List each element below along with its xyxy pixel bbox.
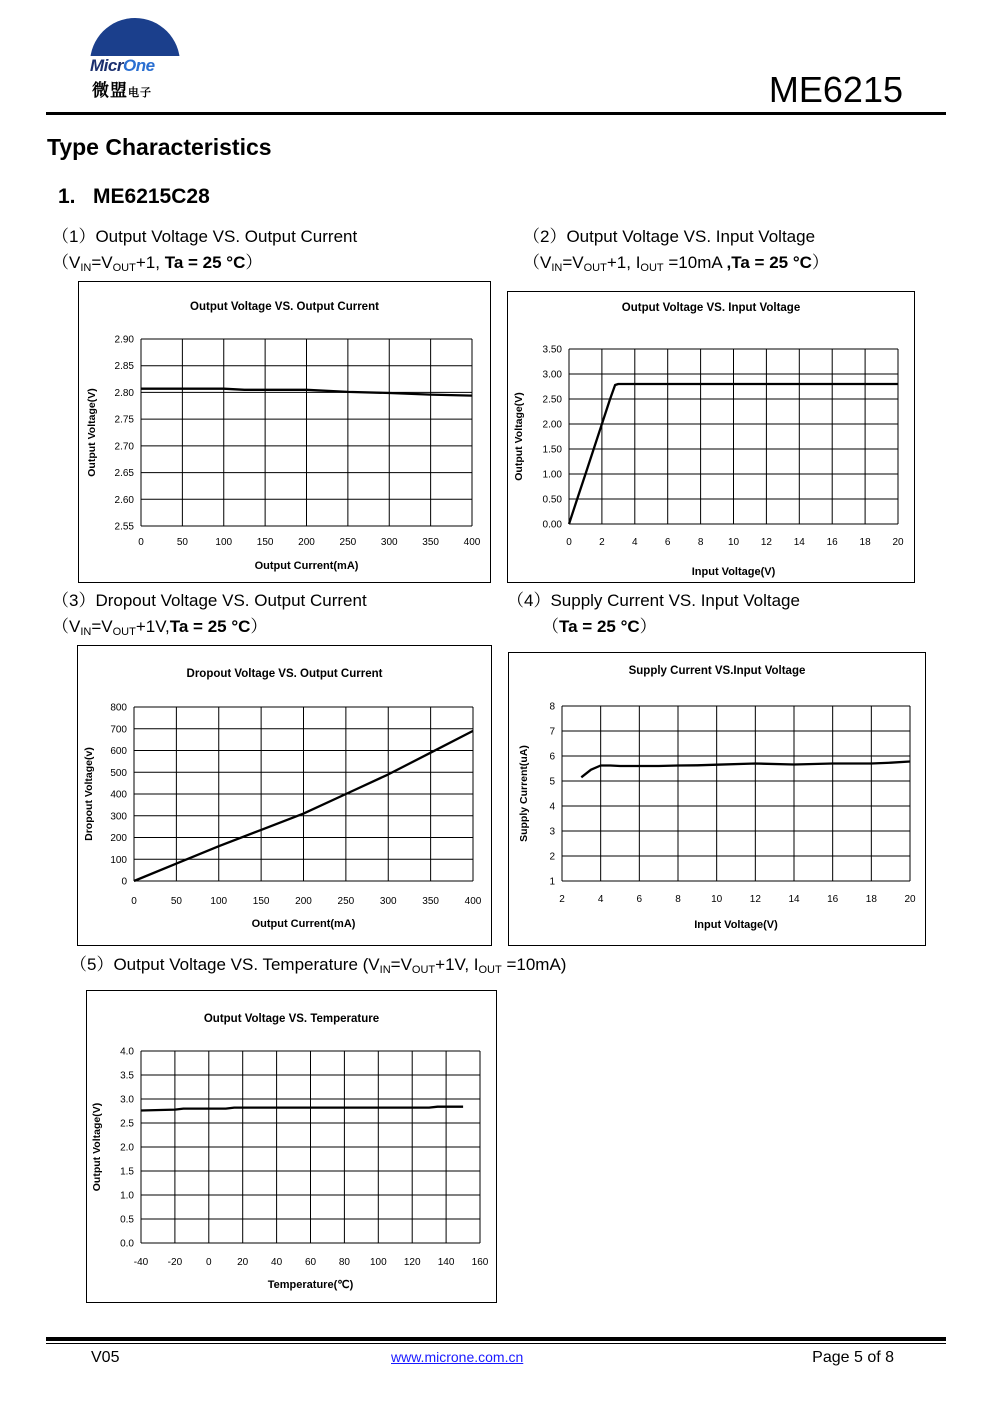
y-tick-label: 2.80 [114, 387, 134, 399]
y-tick-label: 3 [549, 826, 555, 838]
x-tick-label: 20 [892, 537, 904, 548]
x-tick-label: 2 [559, 894, 565, 905]
y-tick-label: 1.5 [120, 1166, 134, 1178]
chart-dropout-voltage-vs-output-current [77, 645, 492, 946]
x-tick-label: 400 [463, 537, 481, 548]
x-tick-label: 20 [237, 1257, 249, 1268]
y-tick-label: 0.50 [542, 494, 562, 506]
y-tick-label: 2.60 [114, 494, 134, 506]
y-tick-label: 1.0 [120, 1190, 134, 1202]
y-tick-label: 800 [110, 702, 127, 714]
y-tick-label: 2.70 [114, 441, 134, 453]
footer-page-number: Page 5 of 8 [812, 1349, 894, 1366]
x-tick-label: 18 [865, 894, 877, 905]
caption-1-conditions: （$V_{IN}=V_{OUT}+1$, Ta = 25 °C） [52, 253, 263, 274]
caption-3-conditions: （$V_{IN}=V_{OUT}+1V,Ta = 25$ °C） [52, 617, 268, 638]
chart-4-svg [509, 653, 925, 945]
x-tick-label: 50 [170, 896, 182, 907]
x-tick-label: 400 [464, 896, 482, 907]
caption-5-title: （5）Output Voltage VS. Temperature ($V_{IN}=V_{OUT}+1V$, $I_{OUT} =10mA$) [70, 955, 567, 976]
y-axis-label: Output Voltage(V) [91, 1102, 103, 1192]
caption-2-conditions: （$V_{IN}=V_{OUT}+1$, $I_{OUT} =10mA$ ,Ta = 25 °C） [523, 253, 829, 274]
y-tick-label: 500 [110, 767, 127, 779]
footer-version: V05 [91, 1349, 120, 1366]
x-tick-label: 160 [471, 1257, 489, 1268]
y-tick-label: 1.00 [542, 469, 562, 481]
y-tick-label: 2.90 [114, 334, 134, 346]
caption-2-title: （2）Output Voltage VS. Input Voltage [523, 227, 816, 246]
chart-title: Output Voltage VS. Input Voltage [621, 302, 801, 314]
y-axis-label: Output Voltage(V) [513, 392, 525, 481]
x-tick-label: 14 [793, 537, 805, 548]
x-tick-label: 0 [131, 896, 137, 907]
footer-rule-thin [46, 1343, 946, 1344]
x-tick-label: 140 [437, 1257, 455, 1268]
y-tick-label: 2.50 [542, 394, 562, 406]
y-tick-label: 0.00 [542, 519, 562, 531]
x-tick-label: 60 [304, 1257, 317, 1268]
x-axis-label: Output Current(mA) [251, 918, 356, 930]
x-tick-label: 0 [206, 1257, 212, 1268]
y-tick-label: 2.85 [114, 361, 134, 373]
x-tick-label: 150 [256, 537, 274, 548]
y-tick-label: 8 [549, 701, 555, 713]
y-tick-label: 600 [110, 746, 127, 757]
y-tick-label: 300 [110, 811, 127, 823]
caption-3-title: （3）Dropout Voltage VS. Output Current [52, 591, 367, 610]
y-tick-label: 3.0 [120, 1094, 134, 1106]
x-tick-label: 150 [252, 896, 270, 907]
chart-title: Output Voltage VS. Temperature [203, 1013, 380, 1025]
y-tick-label: 2 [549, 851, 555, 863]
y-tick-label: 1.50 [542, 444, 562, 456]
y-axis-label: Output Voltage(V) [86, 388, 98, 477]
x-tick-label: -20 [167, 1257, 183, 1268]
y-tick-label: 0 [121, 876, 127, 888]
x-tick-label: 8 [675, 894, 681, 905]
y-tick-label: 200 [110, 833, 127, 844]
y-tick-label: 700 [110, 724, 127, 736]
series-line-vout [141, 1107, 463, 1111]
chart-title: Output Voltage VS. Output Current [190, 301, 379, 313]
caption-4-title: （4）Supply Current VS. Input Voltage [507, 591, 800, 610]
x-tick-label: 350 [422, 896, 439, 907]
x-tick-label: 300 [379, 896, 397, 907]
section-title: Type Characteristics [47, 134, 272, 160]
x-tick-label: 16 [827, 894, 839, 905]
footer-url[interactable] [391, 1349, 523, 1367]
y-axis-label: Supply Current(uA) [518, 745, 530, 842]
y-tick-label: 2.55 [114, 521, 134, 533]
y-tick-label: 2.75 [114, 414, 134, 426]
y-tick-label: 2.65 [114, 468, 134, 480]
x-tick-label: 250 [337, 896, 355, 907]
x-tick-label: 10 [711, 894, 723, 905]
x-tick-label: 6 [636, 894, 643, 905]
x-tick-label: 100 [215, 537, 233, 548]
y-tick-label: 4.0 [120, 1046, 134, 1058]
caption-4-conditions: （Ta = 25 °C） [542, 617, 657, 636]
y-tick-label: 2.00 [542, 419, 562, 431]
logo-chinese: 微盟电子 [92, 81, 152, 101]
chart-output-voltage-vs-temperature [86, 990, 497, 1303]
subsection-title: 1. ME6215C28 [58, 185, 210, 208]
x-axis-label: Input Voltage(V) [694, 919, 778, 931]
x-tick-label: 20 [904, 894, 916, 905]
y-tick-label: 1 [549, 876, 555, 888]
y-tick-label: 2.0 [120, 1142, 134, 1154]
y-tick-label: 5 [549, 776, 555, 788]
chart-title: Supply Current VS.Input Voltage [628, 665, 806, 677]
y-tick-label: 400 [110, 789, 127, 801]
chart-output-voltage-vs-input-voltage [507, 291, 915, 583]
y-tick-label: 6 [549, 751, 555, 763]
x-tick-label: 6 [664, 537, 671, 548]
x-tick-label: 10 [727, 537, 740, 548]
y-tick-label: 3.5 [120, 1070, 134, 1082]
x-axis-label: Input Voltage(V) [691, 566, 776, 578]
x-tick-label: 350 [422, 537, 439, 548]
y-tick-label: 0.0 [120, 1238, 134, 1250]
x-tick-label: 14 [788, 894, 800, 905]
x-tick-label: 8 [697, 537, 704, 548]
chart-1-svg [79, 282, 490, 582]
x-tick-label: 2 [599, 537, 605, 548]
x-tick-label: 250 [339, 537, 357, 548]
header-rule [46, 112, 946, 115]
x-tick-label: 80 [338, 1257, 350, 1268]
x-tick-label: 300 [380, 537, 398, 548]
x-axis-label: Temperature(℃) [267, 1279, 354, 1291]
chart-5-svg [87, 991, 496, 1302]
x-axis-label: Output Current(mA) [254, 560, 359, 572]
company-logo [88, 18, 184, 101]
x-tick-label: 50 [176, 537, 188, 548]
x-tick-label: 0 [138, 537, 144, 548]
chart-output-voltage-vs-output-current [78, 281, 491, 583]
y-tick-label: 3.00 [542, 369, 562, 381]
chart-supply-current-vs-input-voltage [508, 652, 926, 946]
series-line-iq [581, 762, 910, 778]
footer-url-link[interactable]: www.microne.com.cn [391, 1349, 524, 1365]
x-tick-label: 12 [749, 894, 761, 905]
y-tick-label: 4 [549, 801, 555, 813]
y-tick-label: 0.5 [120, 1214, 134, 1226]
y-axis-label: Dropout Voltage(v) [83, 747, 95, 841]
x-tick-label: 12 [760, 537, 772, 548]
x-tick-label: 200 [298, 537, 315, 548]
x-tick-label: -40 [133, 1257, 149, 1268]
x-tick-label: 16 [826, 537, 838, 548]
footer-rule-thick [46, 1337, 946, 1341]
x-tick-label: 200 [295, 896, 312, 907]
y-tick-label: 2.5 [120, 1118, 134, 1130]
x-tick-label: 100 [210, 896, 228, 907]
chart-2-svg [508, 292, 914, 582]
logo-brand: MicrOne [90, 56, 155, 75]
y-tick-label: 7 [549, 726, 555, 738]
x-tick-label: 120 [403, 1257, 421, 1268]
x-tick-label: 100 [369, 1257, 387, 1268]
x-tick-label: 0 [566, 537, 572, 548]
x-tick-label: 4 [632, 537, 638, 548]
x-tick-label: 18 [859, 537, 871, 548]
x-tick-label: 40 [271, 1257, 283, 1268]
model-number: ME6215 [768, 69, 903, 110]
chart-3-svg [78, 646, 491, 945]
y-tick-label: 3.50 [542, 344, 562, 356]
caption-1-title: （1）Output Voltage VS. Output Current [52, 227, 358, 246]
chart-title: Dropout Voltage VS. Output Current [186, 668, 383, 680]
y-tick-label: 100 [110, 854, 127, 866]
x-tick-label: 4 [597, 894, 604, 905]
